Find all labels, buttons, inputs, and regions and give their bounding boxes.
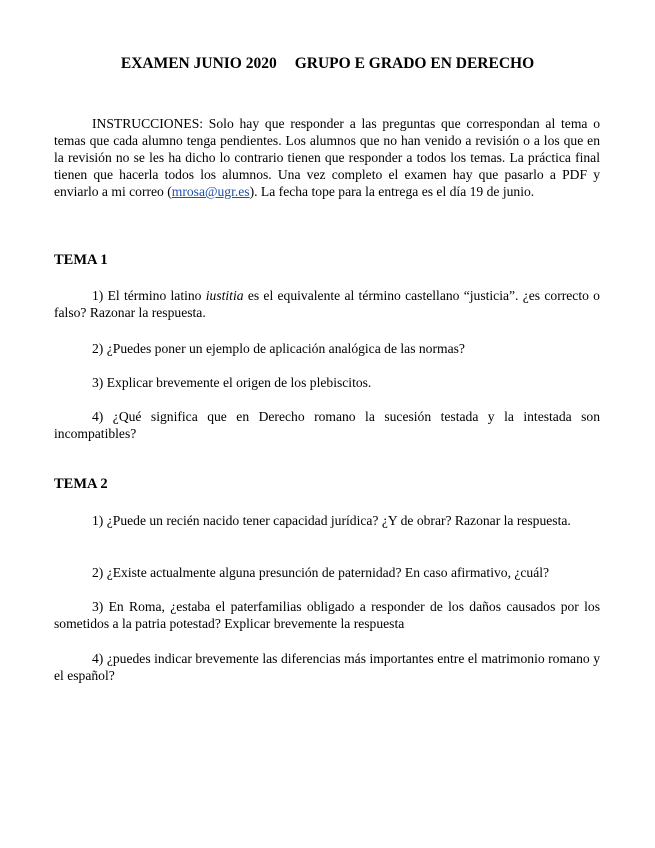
tema2-question-2: 2) ¿Existe actualmente alguna presunción de paternidad? En caso afirmativo, ¿cuál?	[92, 565, 550, 580]
tema1-question-4: 4) ¿Qué significa que en Derecho romano la sucesión testada y la intestada son incompatibles?	[54, 409, 600, 441]
instructions-paragraph	[54, 115, 600, 200]
tema1-question-2: 2) ¿Puedes poner un ejemplo de aplicación analógica de las normas?	[92, 341, 465, 356]
group-title: GRUPO E GRADO EN DERECHO	[294, 55, 535, 72]
instructions-deadline-text: ). La fecha tope para la entrega es el día 19 de junio.	[249, 184, 535, 199]
tema1-question-3: 3) Explicar brevemente el origen de los plebiscitos.	[92, 375, 372, 390]
instructions-text: INSTRUCCIONES: Solo hay que responder a las preguntas que correspondan al tema o temas que cada alumno tenga pendientes. Los alumnos que no han venido a revisión o a los que en la revisión no se les ha dicho lo contrario tienen que responder a todos los temas. La práctica final tienen que hacerla todos los alumnos. Una vez completo el examen hay que pasarlo a PDF y enviarlo a mi correo (	[54, 116, 600, 199]
tema2-heading: TEMA 2	[54, 476, 108, 492]
tema1-q1-italic-term: iustitia	[205, 288, 244, 303]
tema2-question-1: 1) ¿Puede un recién nacido tener capacidad jurídica? ¿Y de obrar? Razonar la respuesta.	[92, 513, 571, 528]
tema2-question-4: 4) ¿puedes indicar brevemente las diferencias más importantes entre el matrimonio romano y el español?	[54, 651, 600, 683]
tema1-q1-text-start: 1) El término latino	[92, 288, 206, 303]
email-link[interactable]: mrosa@ugr.es	[171, 184, 250, 199]
tema1-question-1	[54, 287, 600, 321]
tema1-q1-text-end: es el equivalente al término castellano “justicia”. ¿es correcto o falso? Razonar la respuesta.	[54, 288, 600, 320]
page-title	[0, 55, 655, 73]
exam-title: EXAMEN JUNIO 2020	[120, 55, 277, 72]
tema2-question-3: 3) En Roma, ¿estaba el paterfamilias obligado a responder de los daños causados por los sometidos a la patria potestad? Explicar brevemente la respuesta	[54, 599, 600, 631]
tema1-heading: TEMA 1	[54, 252, 108, 268]
